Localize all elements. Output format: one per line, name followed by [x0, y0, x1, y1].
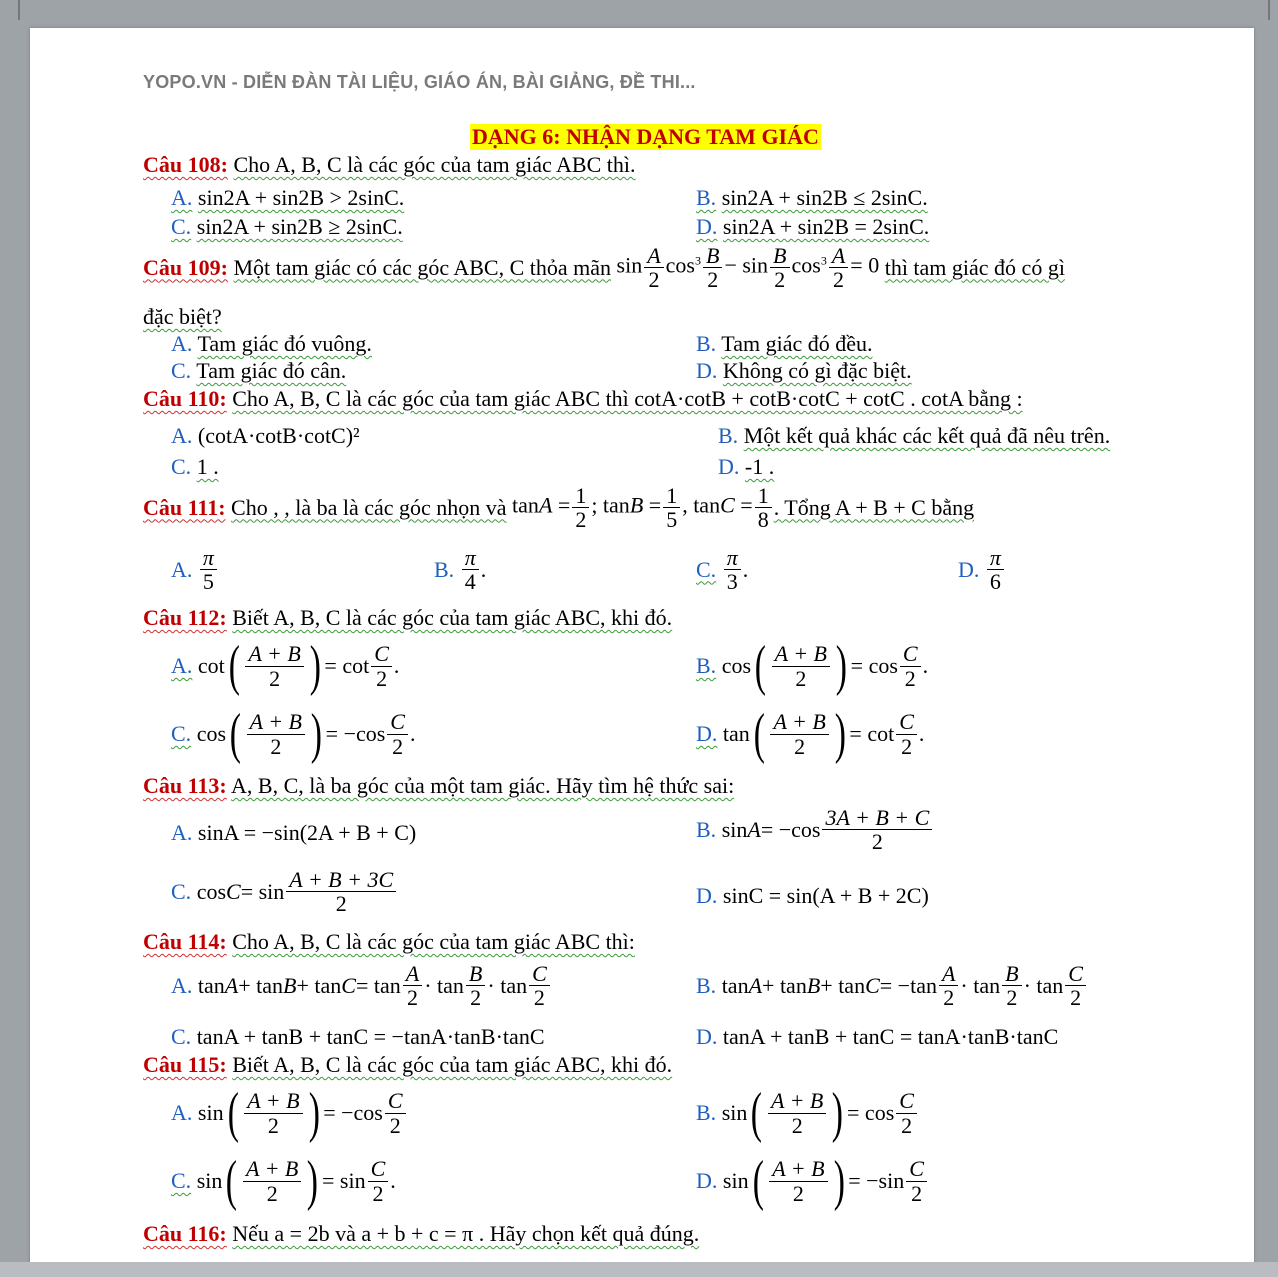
window-edge-right — [1268, 0, 1270, 20]
option-b: B. sin ( A + B 2 ) = cos C 2 — [696, 1085, 919, 1141]
question-116 — [143, 1221, 699, 1247]
section-title: DẠNG 6: NHẬN DẠNG TAM GIÁC — [472, 124, 819, 149]
window-edge-left — [18, 0, 20, 20]
option-a: A. sin2A + sin2B > 2sinC. — [171, 185, 405, 210]
horizontal-scrollbar[interactable] — [0, 1262, 1278, 1277]
question-114 — [143, 929, 635, 955]
question-108 — [143, 152, 636, 178]
formula: sin $\frac{A}{2}$ $\cos^3$ $\frac{B}{2}$ − sin $\frac{B}{2}$ $\cos^3$ $\frac{A}{2}$ = 0 — [616, 243, 880, 293]
option-b: B. cos ( A + B 2 ) = cos C 2 . — [696, 635, 929, 697]
option-d: D. -1 . — [718, 454, 775, 479]
question-number: Câu 114: — [143, 929, 227, 954]
question-text: Cho A, B, C là các góc của tam giác ABC thì cotA·cotB + cotB·cotC + cotC . cotA bằng : — [232, 386, 1023, 411]
option-b: B. Một kết quả khác các kết quả đã nêu trên. — [718, 423, 1111, 448]
option-d: D. sin ( A + B 2 ) = −sin C 2 — [696, 1153, 929, 1209]
question-109-line2: đặc biệt? — [143, 304, 222, 329]
question-text: Một tam giác có các góc ABC, C thỏa mãn — [233, 254, 612, 280]
option-d: D. Không có gì đặc biệt. — [696, 358, 912, 383]
question-tail: thì tam giác đó có gì — [884, 254, 1065, 280]
option-d: D. tan ( A + B 2 ) = cot C 2 . — [696, 703, 925, 765]
option-c: C. cos C = sin A + B + 3C 2 — [171, 868, 398, 915]
option-a: A. tan A + tan B + tan C = tan A 2 · tan B 2 · tan C 2 — [171, 962, 552, 1009]
question-text: A, B, C, là ba góc của một tam giác. Hãy tìm hệ thức sai: — [231, 773, 735, 798]
option-a: A. sinA = −sin(2A + B + C) — [171, 820, 417, 845]
question-number: Câu 109: — [143, 254, 228, 280]
option-d: D. sinC = sin(A + B + 2C) — [696, 883, 929, 908]
option-d: D. tanA + tanB + tanC = tanA·tanB·tanC — [696, 1024, 1059, 1049]
document-page — [30, 28, 1254, 1277]
question-text: Cho , , là ba là các góc nhọn và — [231, 494, 507, 520]
question-112 — [143, 605, 672, 631]
option-a: A. (cotA·cotB·cotC)² — [171, 423, 360, 448]
question-number: Câu 111: — [143, 494, 226, 520]
question-115 — [143, 1052, 672, 1078]
question-109 — [143, 244, 1065, 291]
question-number: Câu 108: — [143, 152, 228, 177]
option-c: C. π 3 . — [696, 545, 749, 595]
question-text: Cho A, B, C là các góc của tam giác ABC thì: — [232, 929, 635, 954]
question-text: Cho A, B, C là các góc của tam giác ABC thì. — [233, 152, 636, 177]
formula: tanA = $\frac{1}{2}$ ; tanB = $\frac{1}{5}$ , tanC = $\frac{1}{8}$ — [512, 484, 774, 531]
question-111 — [143, 484, 974, 531]
question-number: Câu 112: — [143, 605, 227, 630]
option-a: A. Tam giác đó vuông. — [171, 331, 372, 356]
question-number: Câu 116: — [143, 1221, 227, 1246]
option-c: C. sin2A + sin2B ≥ 2sinC. — [171, 214, 403, 239]
page-header: YOPO.VN - DIỄN ĐÀN TÀI LIỆU, GIÁO ÁN, BÀI GIẢNG, ĐỀ THI... — [143, 72, 696, 92]
question-text: Biết A, B, C là các góc của tam giác ABC, khi đó. — [232, 1052, 673, 1077]
question-text: Nếu a = 2b và a + b + c = π . Hãy chọn kết quả đúng. — [232, 1221, 700, 1246]
option-d: D. sin2A + sin2B = 2sinC. — [696, 214, 930, 239]
option-c: C. sin ( A + B 2 ) = sin C 2 . — [171, 1150, 396, 1212]
option-c: C. cos ( A + B 2 ) = −cos C 2 . — [171, 703, 416, 765]
question-number: Câu 113: — [143, 773, 227, 798]
question-tail: . Tổng A + B + C bằng — [773, 494, 975, 520]
question-110 — [143, 386, 1023, 412]
option-d: D. π 6 — [958, 546, 1006, 593]
question-113 — [143, 773, 734, 799]
option-b: B. Tam giác đó đều. — [696, 331, 873, 356]
option-c: C. 1 . — [171, 454, 219, 479]
option-b: B. sin2A + sin2B ≤ 2sinC. — [696, 185, 928, 210]
option-a: A. sin ( A + B 2 ) = −cos C 2 — [171, 1085, 408, 1141]
option-c: C. tanA + tanB + tanC = −tanA·tanB·tanC — [171, 1024, 545, 1049]
option-c: C. Tam giác đó cân. — [171, 358, 347, 383]
question-number: Câu 115: — [143, 1052, 227, 1077]
option-a: A. cot ( A + B 2 ) = cot C 2 . — [171, 635, 400, 697]
question-text: Biết A, B, C là các góc của tam giác ABC, khi đó. — [232, 605, 673, 630]
option-a: A. π 5 — [171, 546, 219, 593]
option-b: B. π 4 . — [434, 545, 487, 595]
option-b: B. tan A + tan B + tan C = −tan A 2 · tan B 2 · tan C 2 — [696, 962, 1088, 1009]
option-b: B. sin A = −cos 3A + B + C 2 — [696, 806, 934, 853]
question-number: Câu 110: — [143, 386, 227, 411]
